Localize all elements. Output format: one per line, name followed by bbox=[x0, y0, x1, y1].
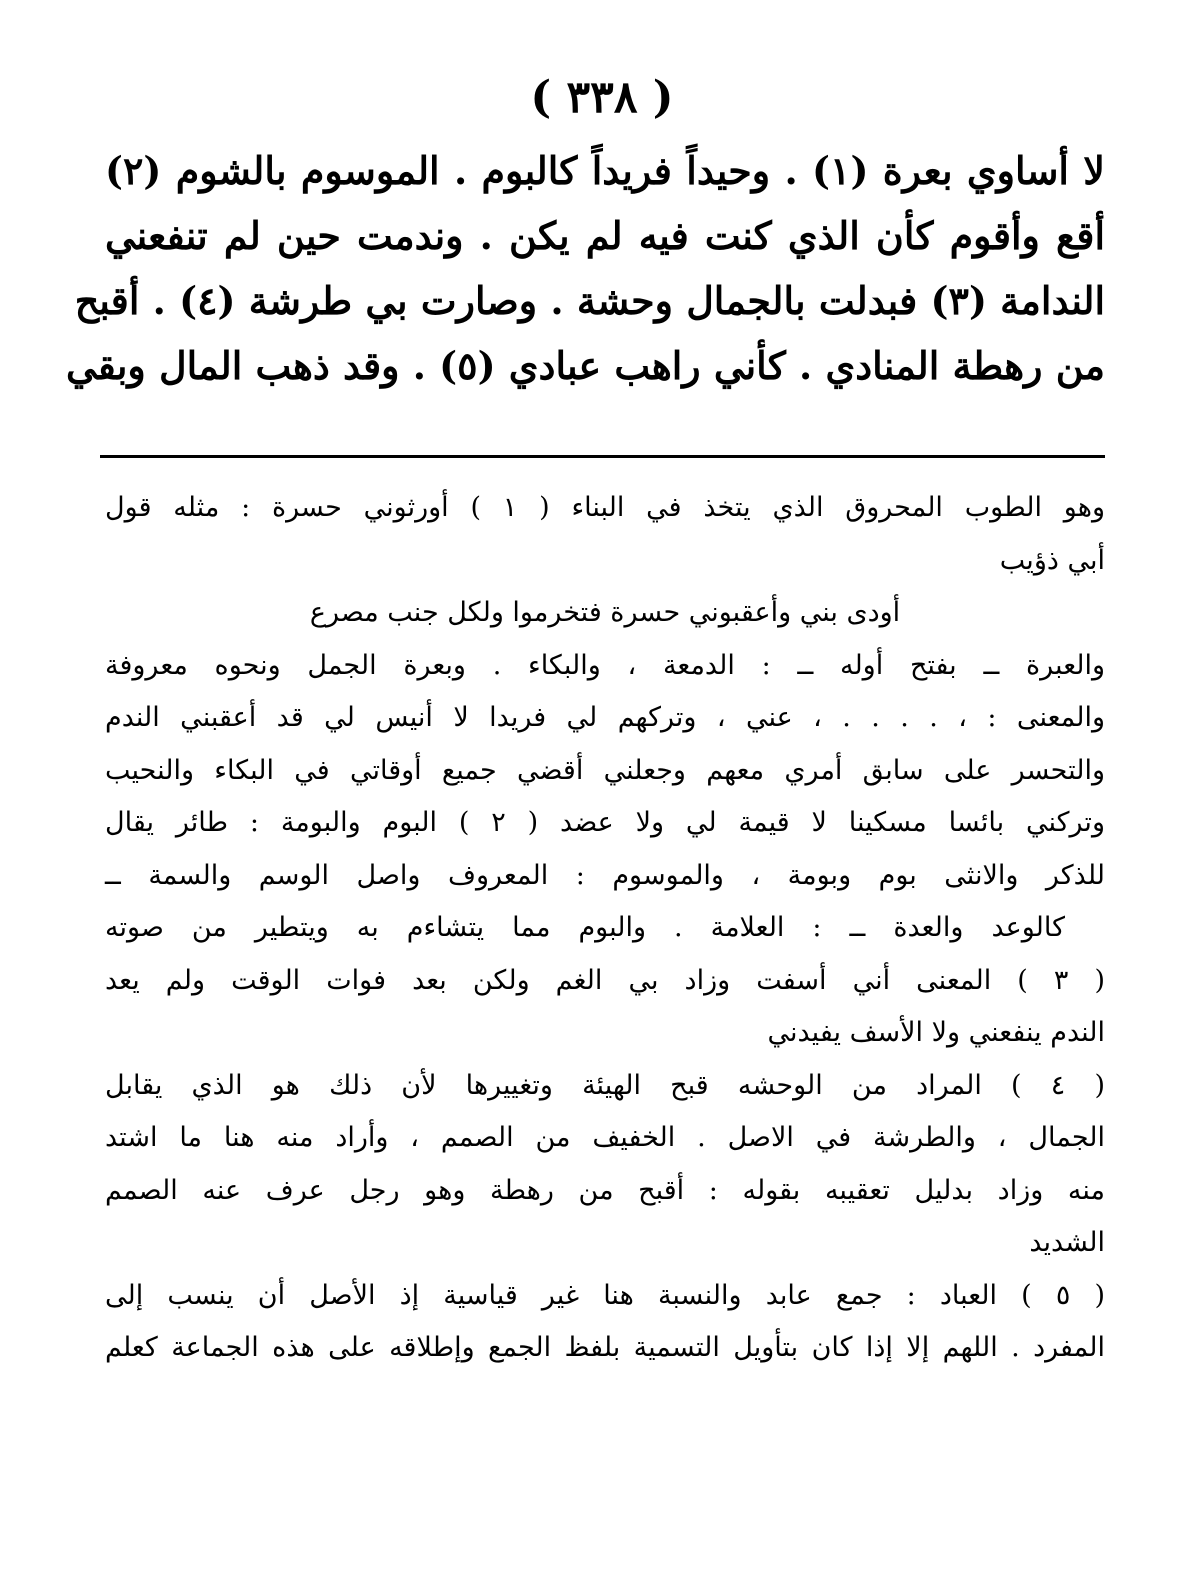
footnote-line: ( ٤ ) المراد من الوحشه قبح الهيئة وتغييرها لأن ذلك هو الذي يقابل bbox=[105, 1069, 1105, 1101]
footnote-line: والعبرة ــ بفتح أوله ــ : الدمعة ، والبكاء . وبعرة الجمل ونحوه معروفة bbox=[105, 649, 1105, 681]
footnote-line: المفرد . اللهم إلا إذا كان بتأويل التسمية بلفظ الجمع وإطلاقه على هذه الجماعة كعلم bbox=[105, 1332, 1105, 1363]
footnote-line: كالوعد والعدة ــ : العلامة . والبوم مما يتشاءم به ويتطير من صوته bbox=[105, 912, 1065, 943]
footnotes bbox=[105, 482, 1105, 1375]
footnote-line: والمعنى : ، . . . . ، عني ، وتركهم لي فريدا لا أنيس لي قد أعقبني الندم bbox=[105, 702, 1105, 733]
main-line: أقع وأقوم كأن الذي كنت فيه لم يكن . وندمت حين لم تنفعني bbox=[105, 213, 1105, 258]
footnote-line: والتحسر على سابق أمري معهم وجعلني أقضي جميع أوقاتي في البكاء والنحيب bbox=[105, 754, 1105, 786]
footnote-line: أبي ذؤيب bbox=[999, 544, 1105, 576]
main-line: من رهطة المنادي . كأني راهب عبادي (٥) . وقد ذهب المال وبقي bbox=[65, 343, 1105, 388]
footnote-line: وهو الطوب المحروق الذي يتخذ في البناء ( ١ ) أورثوني حسرة : مثله قول bbox=[105, 492, 1105, 523]
footnote-line: الجمال ، والطرشة في الاصل . الخفيف من الصمم ، وأراد منه هنا ما اشتد bbox=[105, 1122, 1105, 1153]
footnote-line: منه وزاد بدليل تعقيبه بقوله : أقبح من رهطة وهو رجل عرف عنه الصمم bbox=[105, 1174, 1105, 1206]
footnote-line: الندم ينفعني ولا الأسف يفيدني bbox=[767, 1017, 1105, 1048]
page-number: ( ٣٣٨ ) bbox=[530, 72, 674, 123]
footnote-line: ( ٥ ) العباد : جمع عابد والنسبة هنا غير قياسية إذ الأصل أن ينسب إلى bbox=[105, 1279, 1105, 1311]
footnote-line: وتركني بائسا مسكينا لا قيمة لي ولا عضد ( ٢ ) البوم والبومة : طائر يقال bbox=[105, 807, 1105, 838]
footnote-divider bbox=[100, 455, 1105, 458]
footnote-line: للذكر والانثى بوم وبومة ، والموسوم : المعروف واصل الوسم والسمة ــ bbox=[105, 859, 1105, 891]
main-line: لا أساوي بعرة (١) . وحيداً فريداً كالبوم . الموسوم بالشوم (٢) bbox=[105, 148, 1105, 193]
footnote-line: ( ٣ ) المعنى أني أسفت وزاد بي الغم ولكن بعد فوات الوقت ولم يعد bbox=[105, 964, 1105, 996]
main-line: الندامة (٣) فبدلت بالجمال وحشة . وصارت بي طرشة (٤) . أقبح bbox=[74, 278, 1105, 323]
verse-line: أودى بني وأعقبوني حسرة فتخرموا ولكل جنب مصرع bbox=[309, 597, 901, 628]
footnote-line: الشديد bbox=[1029, 1227, 1105, 1258]
main-text bbox=[65, 138, 1105, 398]
